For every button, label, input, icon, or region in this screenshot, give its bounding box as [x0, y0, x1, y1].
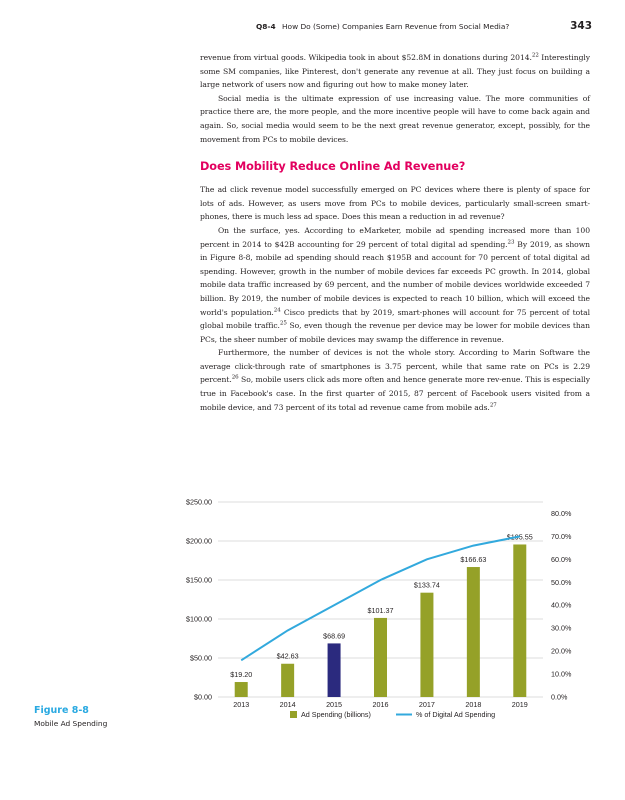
x-tick-label: 2013 — [233, 700, 250, 709]
footnote-marker: 23 — [507, 239, 515, 245]
bar-value-label: $19.20 — [230, 670, 253, 680]
bar-value-label: $195.55 — [506, 532, 533, 542]
x-tick-label: 2018 — [465, 700, 482, 709]
y-right-tick-label: 60.0% — [551, 554, 572, 564]
y-left-tick-label: $250.00 — [186, 497, 212, 507]
y-right-tick-label: 40.0% — [551, 600, 572, 610]
paragraph-text: Interestingly some SM companies, like Pinterest, don't generate any revenue at all. They just focus on building a large network of users now and figuring out how to make money later. — [200, 53, 590, 90]
bar — [420, 593, 433, 697]
y-left-tick-label: $50.00 — [190, 653, 212, 663]
y-right-tick-label: 10.0% — [551, 669, 572, 679]
section-heading: Does Mobility Reduce Online Ad Revenue? — [200, 160, 466, 174]
paragraph-text: On the surface, yes. According to eMarketer, mobile ad spending increased more than 100 percent in 2014 to $42B accounting for 29 percent of total digital ad spending. — [200, 225, 590, 249]
paragraph-text: So, even though the revenue per device may be lower for mobile devices than PCs, the sheer number of mobile devices may swamp the difference in revenue. — [200, 321, 590, 344]
x-tick-label: 2015 — [326, 700, 343, 709]
section-title: How Do (Some) Companies Earn Revenue from Social Media? — [282, 22, 510, 31]
bar-value-label: $133.74 — [413, 580, 440, 590]
y-left-tick-label: $100.00 — [186, 614, 212, 624]
bar — [235, 682, 248, 697]
bar-value-label: $101.37 — [367, 605, 394, 615]
figure-caption — [34, 705, 107, 728]
y-left-tick-label: $0.00 — [194, 692, 212, 702]
y-right-tick-label: 30.0% — [551, 623, 572, 633]
x-tick-label: 2019 — [511, 700, 528, 709]
legend-label: % of Digital Ad Spending — [416, 710, 496, 719]
paragraph-text: revenue from virtual goods. Wikipedia took in about $52.8M in donations during 2014. — [200, 53, 532, 62]
bar — [513, 544, 526, 697]
x-tick-label: 2014 — [279, 700, 296, 709]
footnote-marker: 22 — [531, 52, 539, 59]
bar-value-label: $166.63 — [460, 555, 487, 565]
bar — [374, 618, 387, 697]
footnote-marker: 24 — [273, 306, 281, 313]
bar — [328, 643, 341, 697]
paragraph-text: The ad click revenue model successfully emerged on PC devices where there is plenty of space for lots of ads. However, as users move from PCs to mobile devices, particularly small-screen smart-phones, there is much less ad space. Does this mean a reduction in ad revenue? — [200, 185, 590, 222]
bar — [281, 664, 294, 697]
footnote-marker: 25 — [279, 320, 287, 327]
y-left-tick-label: $200.00 — [186, 536, 212, 546]
page-number: 343 — [570, 20, 592, 32]
y-right-tick-label: 70.0% — [551, 531, 572, 541]
bar — [467, 567, 480, 697]
footnote-marker: 27 — [489, 402, 497, 409]
paragraph-text: Cisco predicts that by 2019, smart-phones will account for 75 percent of total global mobile traffic. — [200, 307, 590, 331]
y-left-tick-label: $150.00 — [186, 575, 212, 585]
figure-number: Figure 8-8 — [34, 705, 89, 716]
legend-swatch-bar — [290, 711, 297, 718]
section-number: Q8-4 — [256, 22, 276, 31]
x-tick-label: 2016 — [372, 700, 389, 709]
paragraph-text: Furthermore, the number of devices is not the whole story. According to Marin Software the average click-through rate of smartphones is 3.75 percent, while that same rate on PCs is 2.29 percent. — [200, 348, 590, 385]
y-right-tick-label: 20.0% — [551, 646, 572, 656]
paragraph-text: So, mobile users click ads more often and hence generate more rev-enue. This is especially true in Facebook's case. In the first quarter of 2015, 87 percent of Facebook users visited from a mobile device, and 73 percent of its total ad revenue came from mobile ads. — [200, 375, 590, 412]
legend-label: Ad Spending (billions) — [301, 710, 371, 719]
bar-value-label: $68.69 — [323, 631, 346, 641]
figure-title: Mobile Ad Spending — [34, 719, 108, 728]
y-right-tick-label: 0.0% — [551, 692, 568, 702]
y-right-tick-label: 50.0% — [551, 577, 572, 587]
paragraph-text: By 2019, as shown in Figure 8-8, mobile ad spending should reach $195B and account for 70 percent of total digital ad spending. However, growth in the number of mobile devices far exceeds PC growth. In 2014, global mobile data traffic increased by 69 percent, and the number of mobile devices worldwide exceeded 7 billion. By 2019, the number of mobile devices is expected to reach 10 billion, which will exceed the world's population. — [200, 239, 590, 317]
x-tick-label: 2017 — [418, 700, 435, 709]
paragraph-text: Social media is the ultimate expression of use increasing value. The more communities of practice there are, the more people, and the more incentive people will have to come back again and again. So, social media would seem to be the next great revenue generator, except, possibly, for the movement from PCs to mobile devices. — [200, 93, 590, 144]
footnote-marker: 26 — [231, 374, 239, 381]
bar-value-label: $42.63 — [276, 651, 299, 661]
y-right-tick-label: 80.0% — [551, 508, 572, 518]
